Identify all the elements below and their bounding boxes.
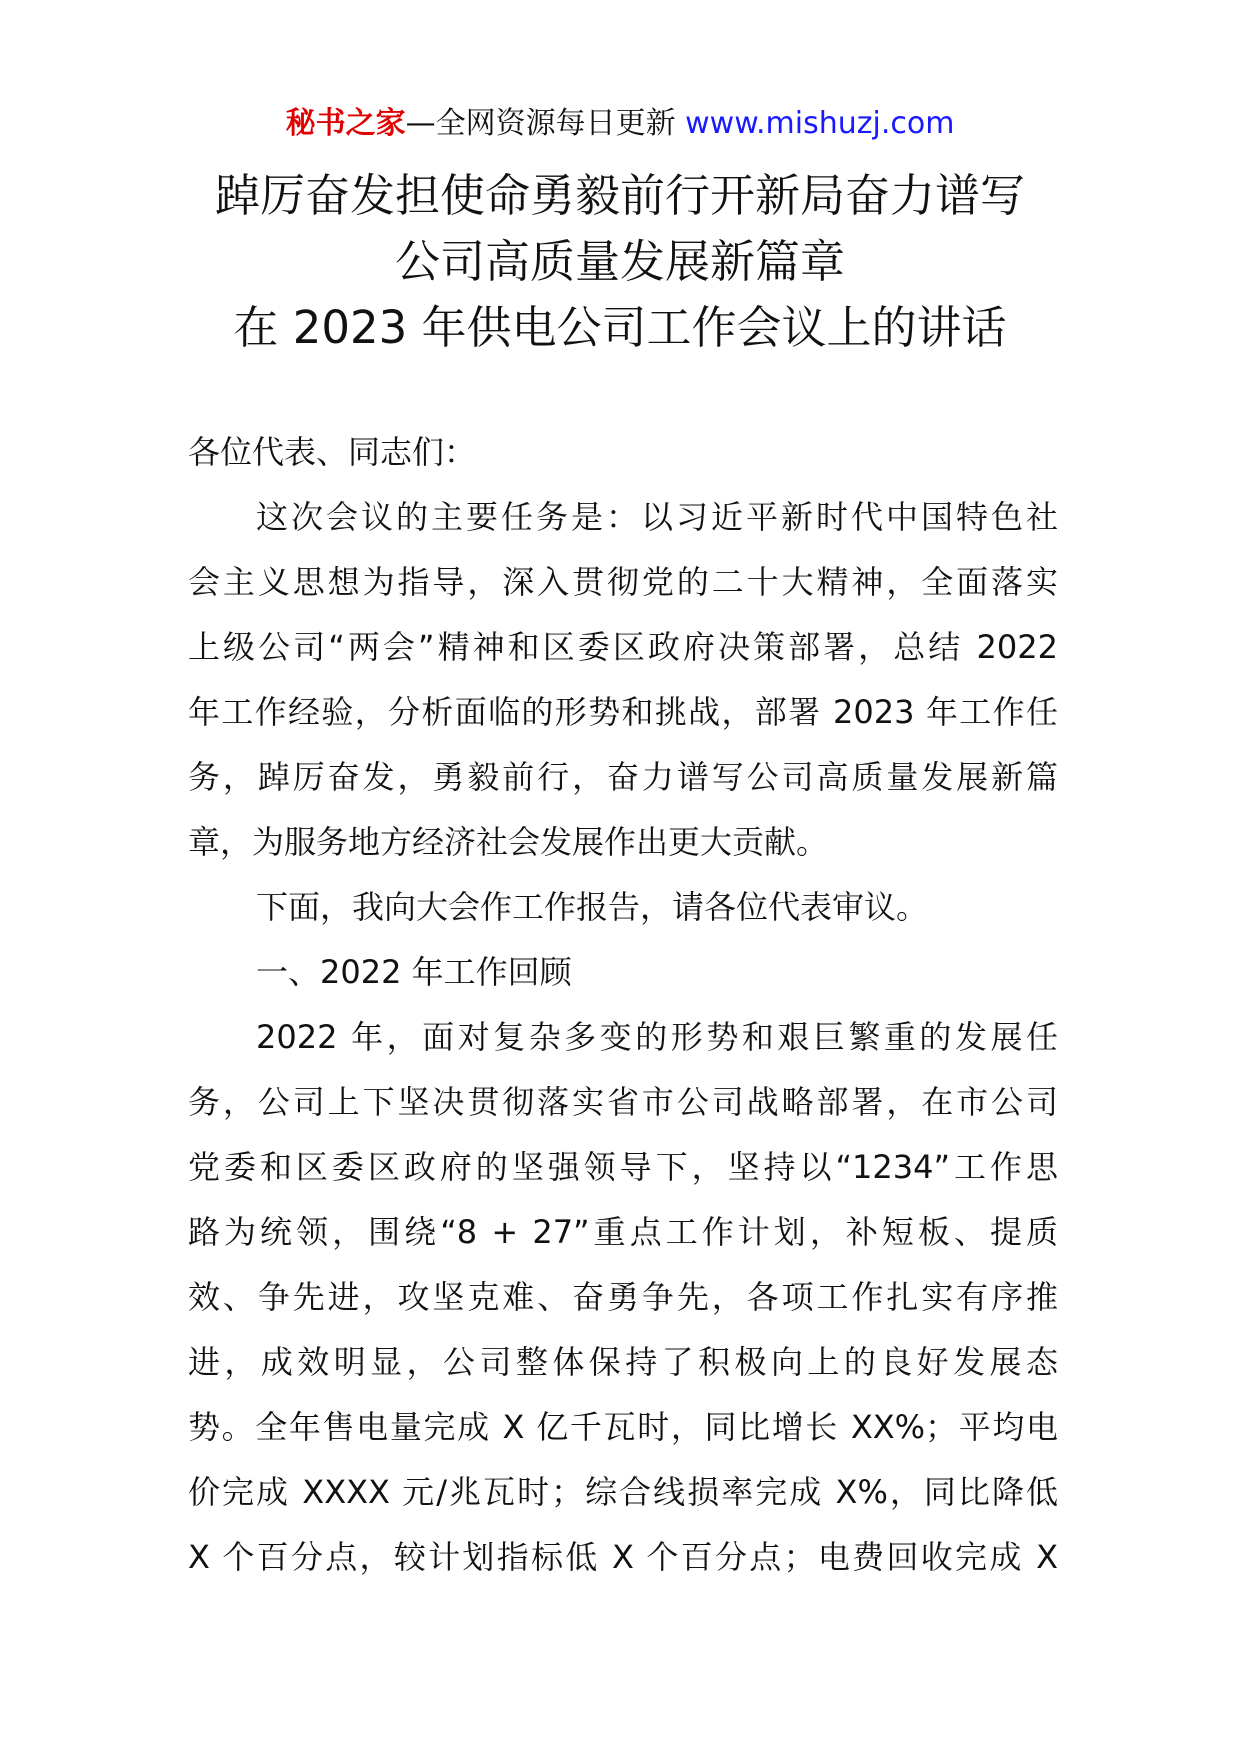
paragraph-line: 章，为服务地方经济社会发展作出更大贡献。 <box>188 823 829 861</box>
paragraph-line: 会主义思想为指导，深入贯彻党的二十大精神，全面落实 <box>188 563 1058 601</box>
paragraph-line: 进，成效明显，公司整体保持了积极向上的良好发展态 <box>188 1343 1058 1381</box>
salutation: 各位代表、同志们： <box>188 433 477 471</box>
brand-name: 秘书之家 <box>285 106 406 141</box>
title-line-2: 公司高质量发展新篇章 <box>394 235 845 288</box>
site-header <box>0 104 1240 144</box>
paragraph-line: 2022 年，面对复杂多变的形势和艰巨繁重的发展任 <box>256 1018 1058 1056</box>
header-tagline: —全网资源每日更新 <box>405 106 676 141</box>
paragraph-line: 效、争先进，攻坚克难、奋勇争先，各项工作扎实有序推 <box>188 1278 1058 1316</box>
paragraph-line: 务，公司上下坚决贯彻落实省市公司战略部署，在市公司 <box>188 1083 1058 1121</box>
title-line-1: 踔厉奋发担使命勇毅前行开新局奋力谱写 <box>214 169 1025 222</box>
paragraph-line: 势。全年售电量完成 X 亿千瓦时，同比增长 XX%；平均电 <box>188 1408 1058 1446</box>
paragraph-line: X 个百分点，较计划指标低 X 个百分点；电费回收完成 X <box>188 1538 1058 1576</box>
paragraph-line: 上级公司“两会”精神和区委区政府决策部署，总结 2022 <box>188 628 1058 666</box>
paragraph-line: 年工作经验，分析面临的形势和挑战，部署 2023 年工作任 <box>188 693 1058 731</box>
section-heading: 一、2022 年工作回顾 <box>256 953 572 991</box>
paragraph-line: 党委和区委区政府的坚强领导下，坚持以“1234”工作思 <box>188 1148 1058 1186</box>
speech-body <box>188 420 1058 1590</box>
paragraph-line: 这次会议的主要任务是：以习近平新时代中国特色社 <box>256 498 1058 536</box>
paragraph-line: 价完成 XXXX 元/兆瓦时；综合线损率完成 X%，同比降低 <box>188 1473 1058 1511</box>
paragraph-line: 路为统领，围绕“8 + 27”重点工作计划，补短板、提质 <box>188 1213 1058 1251</box>
site-url: www.mishuzj.com <box>685 106 955 141</box>
paragraph-line: 务，踔厉奋发，勇毅前行，奋力谱写公司高质量发展新篇 <box>188 758 1058 796</box>
paragraph-line: 下面，我向大会作工作报告，请各位代表审议。 <box>256 888 929 926</box>
title-line-3: 在 2023 年供电公司工作会议上的讲话 <box>233 301 1007 354</box>
